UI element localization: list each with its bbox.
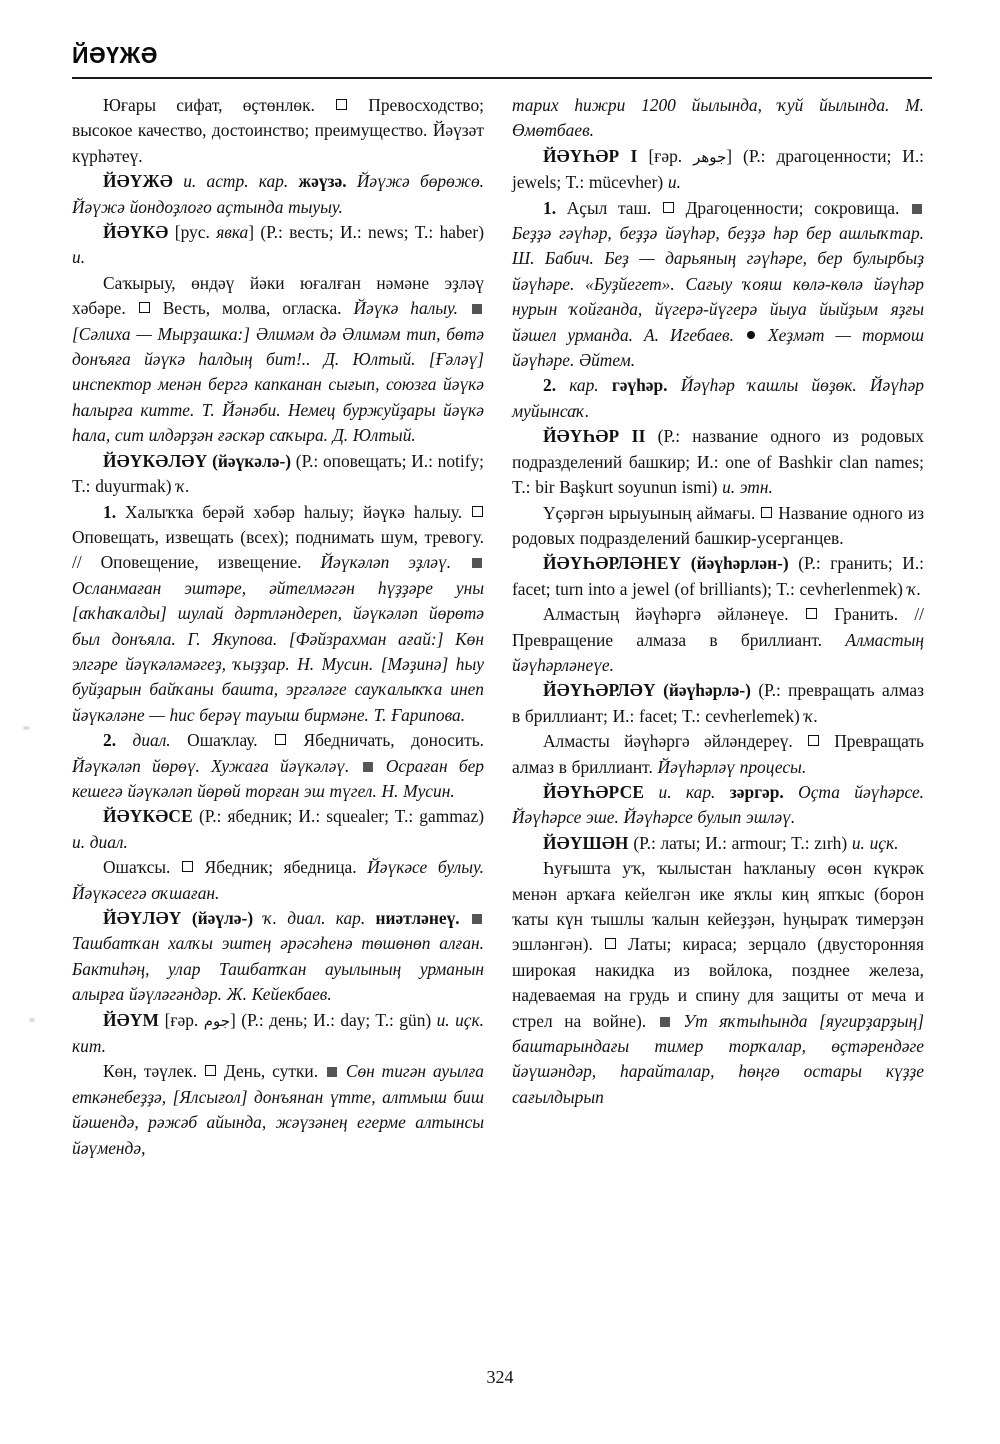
example-phrase: Йәүкә һалыу. (353, 298, 459, 319)
headword: ЙӘҮҺӘРЛӘҮ (543, 680, 656, 701)
headword: ЙӘҮҺӘР II (543, 426, 646, 447)
open-square-marker (605, 938, 616, 949)
citation-block: Ут яҡтыһында [яугирҙарҙың] баштарындағы тимер торҡалар, өҫтәрендәге йәүшәндәр, һарайталар, һөңгө остары күҙҙе сағылдырып (512, 1010, 924, 1107)
entry-text: Юғары сифат, өҫтөнлөк. Превосходство; высокое качество, достоинство; преимущество. Йәүзәт күрһәтеү. (72, 95, 484, 166)
definition-bashkir: Ошаҡсы. (103, 857, 171, 878)
part-of-speech: ҡ. (176, 476, 190, 497)
sense-number: 1. (103, 501, 117, 522)
definition-bashkir: Ошаҡлау. (187, 730, 258, 751)
headword: ЙӘҮҺӘР I (543, 145, 638, 166)
headword: ЙӘҮКӘЛӘҮ (103, 450, 208, 471)
entry-body-jauharlaneu (512, 602, 924, 678)
filled-square-marker (912, 204, 922, 214)
definition-bashkir: Көн, тәүлек. (103, 1061, 198, 1082)
dictionary-entry-jaukase (72, 804, 484, 855)
translation-glosses: (Р.: название одного из родовых подразделений башкир; И.: one of Bashkir clan names; T.: bir Başkurt soyunun ismi) (512, 426, 924, 498)
translation-glosses: (Р.: ябедник; И.: squealer; T.: gammaz) (199, 806, 484, 827)
grammar-label: и. кар. (658, 781, 716, 802)
example-phrase: Йәүһәр ҡашлы йөҙөк. Йәүһәр муйынсаҡ. (512, 375, 925, 421)
part-of-speech: и. (667, 172, 681, 193)
open-square-marker (663, 202, 674, 213)
headword: ЙӘҮКӘ (103, 222, 169, 243)
definition-bashkir: Саҡырыу, өндәү йәки юғалған нәмәне эҙләү хәбәре. (72, 272, 484, 319)
headword: ЙӘҮЖӘ (103, 171, 173, 192)
filled-square-marker (660, 1017, 670, 1027)
citation-block: Осраған бер кешегә йәүкәләп йөрөй торған эш түгел. Н. Мусин. (72, 755, 484, 801)
headword: ЙӘҮКӘСЕ (103, 806, 193, 827)
right-column (512, 93, 924, 1110)
sense-number: 1. (543, 197, 557, 218)
sense-1-jauhar (512, 196, 924, 374)
headword: ЙӘҮЛӘҮ (103, 908, 182, 928)
definition-bashkir: Алмасты йәүһәргә әйләндереү. (543, 731, 793, 752)
usage-label: кар. (569, 375, 599, 396)
open-square-marker (275, 734, 286, 745)
part-of-speech: ҡ. (907, 578, 922, 599)
sense-number: 2. (103, 730, 117, 751)
headword: ЙӘҮҺӘРСЕ (543, 781, 645, 802)
page-columns (72, 93, 932, 1313)
entry-body-jauka (72, 271, 484, 449)
dictionary-entry-jauhar-2 (512, 424, 924, 500)
definition-bashkir: Һуғышта уҡ, ҡылыстан һаҡланыу өсөн күкрәк менән арҡаға кейелгән ике яҡлы киң япҡыс (борон ҡаты күн тышлы ҡалын кейеҙҙән, һуңыраҡ тимерҙән эшләнгән). (512, 858, 924, 955)
cross-reference: гәүһәр. (611, 375, 668, 396)
citation-block: Осланмаған эштәре, әйтелмәгән һүҙҙәре уны [аҡһаҡалды] шулай дәртләндереп, йәүкәләп йөрөтә был донъяла. Г. Якупова. [Фәйзрахман ағай:] Көн элгәре йәүкәләмәгеҙ, ҡыҙҙар. Н. Мусин. [Мәҙинә] һыу буйҙарын байҡаны башта, эргәләге сауҡалыҡҡа инеп йәүкәләне — һис берәү тауыш бирмәне. Т. Ғарипова. (72, 552, 484, 724)
open-square-marker (205, 1065, 216, 1076)
filled-square-marker (472, 914, 482, 924)
translation-glosses: (Р.: день; И.: day; T.: gün) (241, 1009, 432, 1030)
cross-reference: жәүзә. (298, 171, 347, 192)
headword: ЙӘҮМ (103, 1009, 160, 1030)
cross-reference: зәргәр. (729, 781, 784, 802)
filled-square-marker (363, 762, 373, 772)
part-of-speech: ҡ. (804, 705, 819, 726)
example-phrase: Оҫта йәүһәрсе. Йәүһәрсе эше. Йәүһәрсе булып эшләү. (512, 781, 925, 828)
cross-reference: ниәтләнеү. (375, 908, 460, 928)
open-square-marker (806, 608, 817, 619)
dictionary-entry-jaum (72, 1008, 484, 1060)
part-of-speech: и. иҫк. кит. (72, 1009, 484, 1057)
example-phrase: Йәүкәләп эҙләү. (320, 552, 452, 573)
dictionary-entry-jaulau (72, 906, 484, 1008)
arabic-script: جوهر (693, 147, 727, 166)
translation-glosses: (Р.: гранить; И.: facet; turn into a jewel (of brilliants); T.: cevherlenmek) (512, 553, 925, 599)
dictionary-entry-jauharse (512, 780, 924, 831)
open-square-marker (472, 506, 483, 517)
stem-form: (йәүкәлә-) (212, 450, 292, 471)
sense-2-jaukalau (72, 728, 484, 804)
example-phrase: Йәүкәсе булыу. Йәүкәсегә оҡшаған. (72, 857, 484, 903)
part-of-speech: и. диал. (72, 831, 128, 852)
stem-form: (йәүлә-) (191, 908, 254, 928)
definition-russian: День, сутки. (204, 1061, 318, 1081)
definition-bashkir: Алмастың йәүһәргә әйләнеүе. (543, 604, 789, 625)
left-column (72, 93, 484, 1161)
part-of-speech: и. (72, 247, 86, 268)
stem-form: (йәүһәрлә-) (663, 680, 751, 701)
open-square-marker (761, 507, 772, 518)
entry-body-jaum (72, 1059, 484, 1161)
translation-glosses: (Р.: драгоценности; И.: jewels; T.: mücevher) (512, 145, 925, 193)
header-rule (72, 77, 932, 79)
filled-square-marker (327, 1067, 337, 1077)
definition-bashkir: Аҫыл таш. (566, 197, 652, 218)
example-phrase: Йәүкәләп йөрөү. Хужаға йәүкәләү. (72, 755, 350, 776)
citation-block: Ташбатҡан халҡы эштең әрәсәһенә төшөнөп алған. Бактиһәң, улар Ташбатҡан ауылының урманын алырға йәүләгәндәр. Ж. Кейекбаев. (72, 908, 484, 1004)
filled-square-marker (472, 558, 482, 568)
open-square-marker (182, 861, 193, 872)
translation-glosses: (Р.: превращать алмаз в бриллиант; И.: facet; T.: cevherlemek) (512, 680, 924, 726)
scan-artifact (29, 1018, 35, 1022)
definition-russian: Превращать алмаз в бриллиант. (512, 731, 924, 777)
definition-bashkir: Үҫәргән ырыуының аймағы. (543, 502, 756, 523)
definition-russian: Оповещать, извещать (всех); поднимать шум, тревогу. // Оповещение, извещение. (72, 502, 484, 573)
dictionary-entry-jauka (72, 220, 484, 271)
open-square-marker (336, 99, 347, 110)
definition-russian: Весть, молва, огласка. (138, 298, 342, 318)
definition-russian: Ябедничать, доносить. (274, 730, 484, 750)
entry-continued-top (512, 93, 924, 144)
filled-square-marker (472, 304, 482, 314)
entry-continued-top (72, 93, 484, 169)
sense-2-jauhar (512, 373, 924, 424)
definition-russian: Ябедник; ябедница. (181, 857, 357, 877)
proverb-block: Хеҙмәт — тормош йәүһәре. Әйтем. (512, 324, 924, 371)
citation-block: Беҙҙә гәүһәр, беҙҙә йәүһәр, беҙҙә һәр бер ашлыҡтар. Ш. Бабич. Беҙ — дарьяның гәүһәре, бер булырбыҙ йәүһәре. «Буҙйегет». Сағыу ҡояш көлә-көлә йәүһәр нурын ҡойғанда, йүгерә-йүгерә йыуа йыйҙым яҙғы йәшел урманда. А. Игебаев. (512, 198, 924, 345)
definition-russian: Драгоценности; сокровища. (662, 198, 899, 218)
example-phrase: Йәүһәрләү процесы. (657, 756, 807, 777)
dictionary-entry-jauharlau (512, 678, 924, 729)
definition-russian: Название одного из родовых подразделений башкир-усерганцев. (512, 502, 924, 548)
etymology: [рус. явка] (174, 222, 255, 243)
headword: ЙӘҮШӘН (543, 832, 629, 853)
entry-body-jauhar-2 (512, 501, 924, 552)
entry-body-jauharlau (512, 729, 924, 780)
example-phrase: Алмастың йәүһәрләнеүе. (512, 629, 925, 675)
citation-continuation: тарих һижри 1200 йылында, ҡуй йылында. М. Өмөтбаев. (512, 95, 924, 141)
bullet-marker (747, 331, 755, 339)
dictionary-entry-jaukalau (72, 449, 484, 500)
part-of-speech: и. иҫк. (851, 832, 899, 853)
page-number: 324 (486, 1367, 514, 1387)
grammar-label: ҡ. диал. кар. (263, 908, 366, 928)
grammar-label: и. астр. кар. (183, 171, 289, 192)
dictionary-entry-jauhar-1 (512, 144, 924, 196)
entry-body-jaukase (72, 855, 484, 906)
open-square-marker (808, 735, 819, 746)
translation-glosses: (Р.: весть; И.: news; T.: haber) (260, 222, 484, 243)
usage-label: диал. (132, 730, 171, 751)
etymology: [ғәр. جوم] (164, 1009, 236, 1030)
stem-form: (йәүһәрлән-) (690, 553, 789, 574)
scan-artifact (23, 726, 30, 730)
headword: ЙӘҮҺӘРЛӘНЕҮ (543, 553, 682, 574)
definition-russian: Гранить. // Превращение алмаза в бриллиант. (512, 604, 925, 650)
dictionary-entry-jaushan (512, 831, 924, 856)
example-phrase: Йәүжә бөрөжө. Йәүжә йондоҙлоғо аҫтында тыуыу. (72, 171, 484, 217)
translation-glosses: (Р.: оповещать; И.: notify; T.: duyurmak) (72, 450, 485, 497)
citation-block: Сөн тигән ауылға еткәнебеҙҙә, [Ялсығол] донъянан үтте, алтмыш биш йәшендә, рәжәб айында, жәүзәнең егерме алтынсы йәүмендә, (72, 1061, 484, 1158)
dictionary-entry-jauja (72, 169, 484, 220)
citation-block: [Сәлиха — Мырҙашка:] Әлимәм дә Әлимәм тип, бөтә донъяға йәүкә һалдың бит!.. Д. Юлтый. [Ғәләү] инспектор менән бергә капканан сығып, союзға йәүкә һалырға китте. Т. Йәнәби. Немец буржуйҙары йәүкә һала, сит илдәрҙән ғәскәр саҡыра. Д. Юлтый. (72, 298, 484, 445)
open-square-marker (139, 302, 150, 313)
definition-bashkir: Халыҡҡа берәй хәбәр һалыу; йәүкә һалыу. (124, 501, 463, 522)
translation-glosses: (Р.: латы; И.: armour; T.: zırh) (633, 832, 848, 853)
arabic-script: جوم (203, 1011, 230, 1030)
entry-body-jaushan (512, 856, 924, 1110)
dictionary-entry-jauharlaneu (512, 551, 924, 602)
sense-number: 2. (543, 375, 557, 396)
part-of-speech: и. этн. (722, 477, 773, 498)
definition-russian: Латы; кираса; зерцало (двусторонняя широкая накидка из войлока, позднее железа, надеваемая на грудь и спину для защиты от меча и стрел на войне). (512, 934, 925, 1031)
running-head: ЙӘҮЖӘ (72, 42, 159, 68)
sense-1-jaukalau (72, 500, 484, 729)
etymology: [ғәр. جوهر] (648, 145, 733, 166)
